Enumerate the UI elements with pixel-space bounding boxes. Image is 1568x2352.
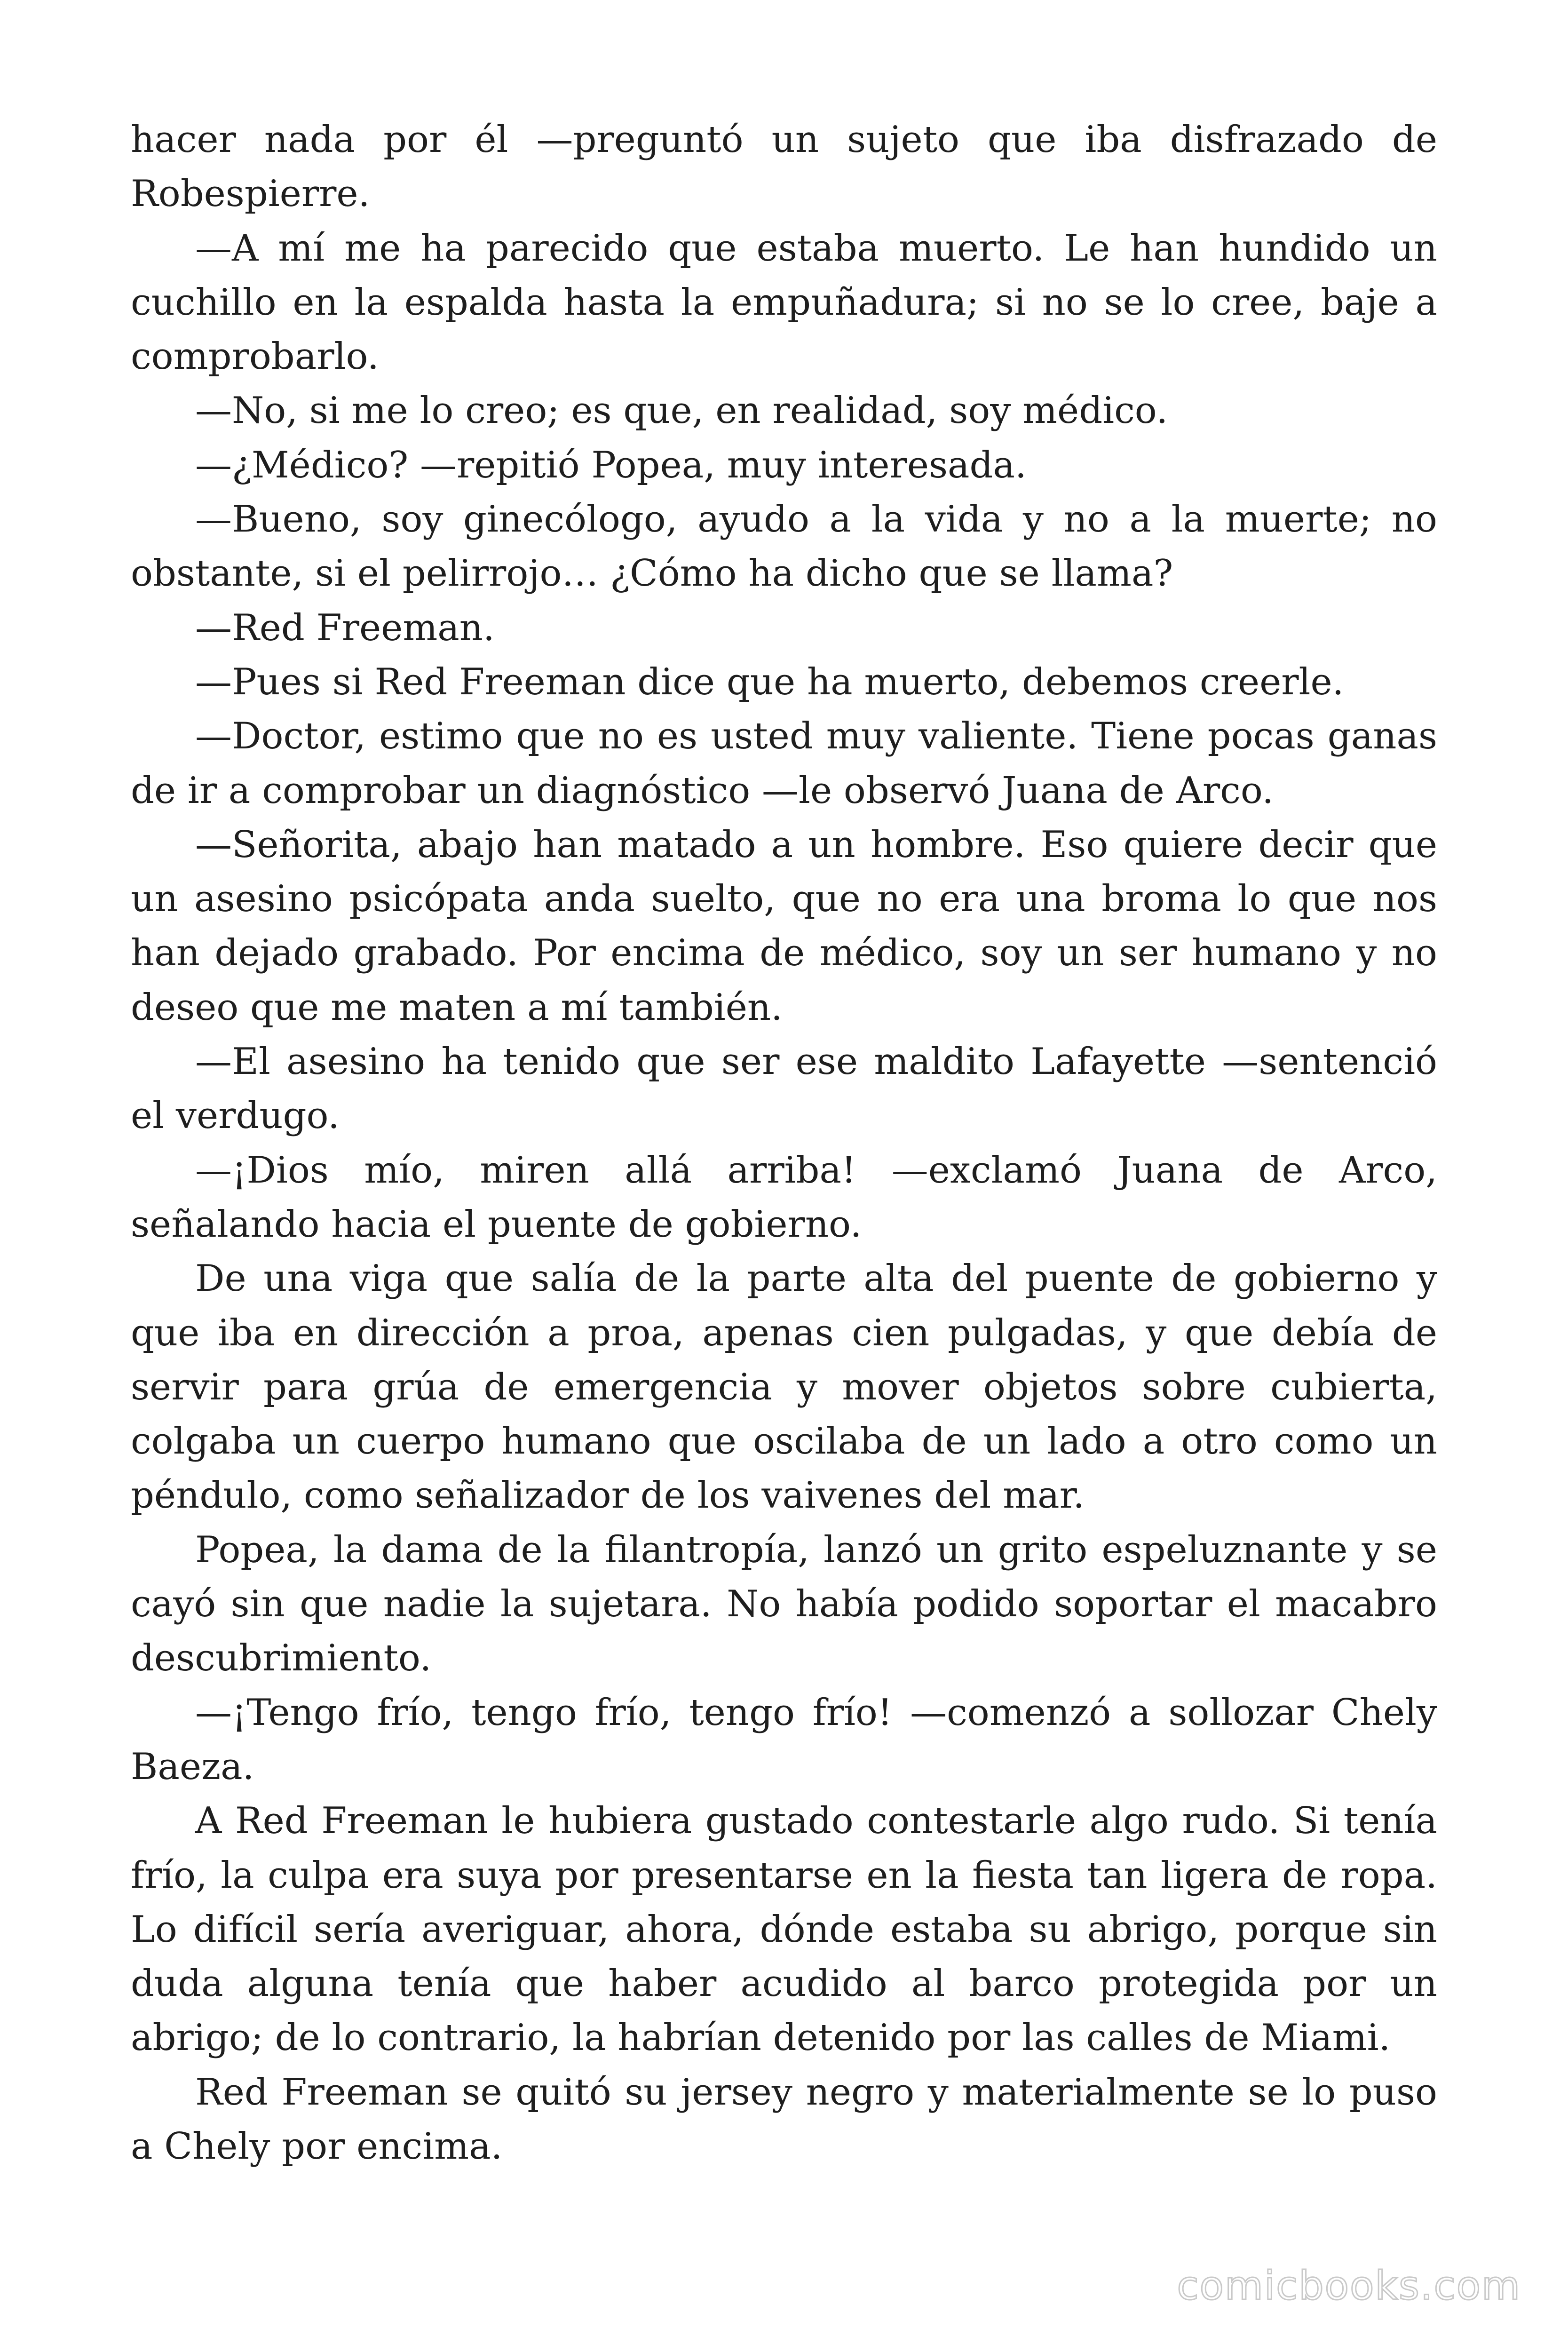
paragraph: —¡Tengo frío, tengo frío, tengo frío! —comenzó a sollozar Chely Baeza. — [131, 1691, 1437, 1788]
paragraph: —¿Médico? —repitió Popea, muy interesada. — [195, 444, 1027, 486]
page-body-text — [131, 113, 1437, 2174]
paragraph: A Red Freeman le hubiera gustado contestarle algo rudo. Si tenía frío, la culpa era suya por presentarse en la fiesta tan ligera de ropa. Lo difícil sería averiguar, ahora, dónde estaba su abrigo, porque sin duda alguna tenía que haber acudido al barco protegida por un abrigo; de lo contrario, la habrían detenido por las calles de Miami. — [131, 1800, 1437, 2059]
paragraph: —Red Freeman. — [195, 606, 495, 649]
paragraph: —A mí me ha parecido que estaba muerto. Le han hundido un cuchillo en la espalda hasta la empuñadura; si no se lo cree, baje a comprobarlo. — [131, 227, 1437, 378]
paragraph: —¡Dios mío, miren allá arriba! —exclamó Juana de Arco, señalando hacia el puente de gobierno. — [131, 1149, 1437, 1246]
paragraph: —Señorita, abajo han matado a un hombre. Eso quiere decir que un asesino psicópata anda suelto, que no era una broma lo que nos han dejado grabado. Por encima de médico, soy un ser humano y no deseo que me maten a mí también. — [131, 823, 1437, 1029]
watermark: comicbooks.com — [1177, 2263, 1521, 2309]
paragraph: hacer nada por él —preguntó un sujeto que iba disfrazado de Robespierre. — [131, 119, 1437, 215]
paragraph: De una viga que salía de la parte alta del puente de gobierno y que iba en dirección a proa, apenas cien pulgadas, y que debía de servir para grúa de emergencia y mover objetos sobre cubierta, colgaba un cuerpo humano que oscilaba de un lado a otro como un péndulo, como señalizador de los vaivenes del mar. — [131, 1257, 1437, 1517]
paragraph: —Doctor, estimo que no es usted muy valiente. Tiene pocas ganas de ir a comprobar un diagnóstico —le observó Juana de Arco. — [131, 715, 1437, 812]
paragraph: —No, si me lo creo; es que, en realidad, soy médico. — [195, 389, 1168, 432]
paragraph: —El asesino ha tenido que ser ese maldito Lafayette —sentenció el verdugo. — [131, 1041, 1437, 1137]
paragraph: —Pues si Red Freeman dice que ha muerto, debemos creerle. — [195, 660, 1344, 703]
paragraph: —Bueno, soy ginecólogo, ayudo a la vida y no a la muerte; no obstante, si el pelirrojo… ¿Cómo ha dicho que se llama? — [131, 498, 1437, 595]
paragraph: Red Freeman se quitó su jersey negro y materialmente se lo puso a Chely por encima. — [131, 2071, 1437, 2168]
paragraph: Popea, la dama de la filantropía, lanzó un grito espeluznante y se cayó sin que nadie la sujetara. No había podido soportar el macabro descubrimiento. — [131, 1528, 1437, 1680]
